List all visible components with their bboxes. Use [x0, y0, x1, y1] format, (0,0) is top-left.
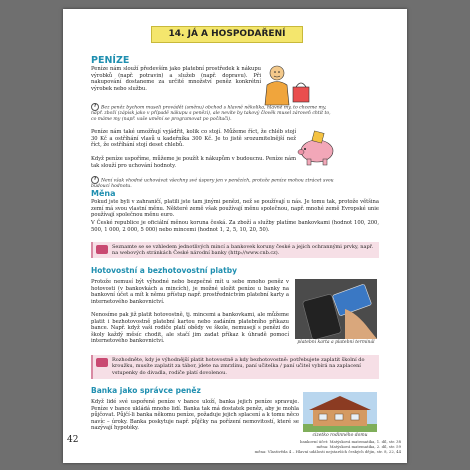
shopping-figure-illustration [259, 63, 315, 107]
paragraph-penize-1: Peníze nám slouží především jako platební prostředek k nákupu výrobků (např. potravin) a služeb (např. dopravu). Při nakupování dostaneme za určité množství peněz konkrétní výrobek nebo službu. [91, 66, 261, 92]
source-line-2: měna: Matýsková matematika, 2. díl, str. 59 [316, 444, 401, 449]
source-line-3: měna: Vlastivěda 4 – Hlavní události nejstarších českých dějin, str. 8, 22, 44 [254, 449, 401, 454]
source-line-1: bankovní účet: Matýsková matematika, 1. díl, str. 38 [300, 439, 401, 444]
paragraph-hotovostni-1: Protože nemusí být výhodné nebo bezpečné mít u sebe mnoho peněz v hotovosti (v bankovkách a mincích), je možné uložit peníze u banky na bankovní účet a mít k němu přístup např. prostřednictvím platební karty a internetového bankovnictví. [91, 279, 289, 305]
figure-caption-terminal: platební karta a platební terminál [297, 340, 375, 345]
note-penize-1 [91, 103, 331, 123]
page-number: 42 [67, 435, 79, 445]
question-icon: ? [91, 103, 99, 111]
paragraph-banka-1: Když lidé své uspořené peníze v bance uloží, banka jejich peníze spravuje. Peníze v bance ukládá mnoho lidí. Banka tak má dostatek peněz, aby je mohla půjčovat. Půjčí-li banka někomu peníze, požaduje jejich splacení a k tomu něco navíc – úroky. Banka poskytuje např. půjčky na pořízení nemovitostí, které se nazývají hypotéky. [91, 399, 299, 432]
section-heading-penize: PENÍZE [91, 55, 130, 66]
task-box-mena [91, 242, 379, 258]
section-heading-mena: Měna [91, 189, 116, 198]
note-penize-2 [91, 176, 336, 190]
figure-caption-house: cizetko rodinného domu [312, 433, 368, 438]
task-box-hotovostni [91, 355, 379, 379]
task-icon [96, 245, 108, 254]
paragraph-penize-3: Když peníze uspoříme, můžeme je použít k nákupům v budoucnu. Peníze nám tak slouží pro uchování hodnoty. [91, 156, 296, 169]
section-heading-banka: Banka jako správce peněz [91, 386, 201, 395]
chapter-title-banner [151, 26, 303, 43]
task-box-mena-text: Seznamte se se vzhledem jednotlivých mincí a bankovek koruny české a jejich ochrannými prvky, např. na webových stránkách České národní banky (http://www.cnb.cz). [112, 244, 374, 257]
paragraph-mena-1: Pokud jste byli v zahraničí, platili jste tam jinými penězi, než se používají u nás. Je tomu tak, protože většina zemí má svou vlastní měnu. Některé země však používají měnu společnou, např. mnohé země Evropské unie používají společnou měnu euro. [91, 199, 379, 219]
note-penize-1-text: Bez peněz bychom museli provádět (směnu) obchod s hlavně několika, hlavně my, to chceme my, např. zboží (zápisk jako v případě nákupu s penězi), ale nevíte by takový člověk musel zároveň chtít to, co máme my (např. vaše umění se programovat po počítači). [91, 105, 331, 123]
task-box-hotovostni-text: Rozhodněte, kdy je výhodnější platit hotovostně a kdy bezhotovostně: potřebujete zaplatit školní do kroužku, musíte zaplatit za tábor, jdete na zmrzlinu, paní učitelka / paní učitel vybírá na zaplacení vstupenky do divadla, rodiče platí dovolenou. [112, 357, 365, 376]
house-photo [303, 392, 377, 432]
question-icon: ? [91, 176, 99, 184]
piggy-bank-illustration [297, 127, 339, 169]
section-heading-hotovostni: Hotovostní a bezhotovostní platby [91, 266, 237, 275]
paragraph-hotovostni-2: Nenosíme pak již platit hotovostně, tj. mincemi a bankovkami, ale můžeme platit i bezhotovostně platební kartou nebo zadáním platebního příkazu bance. Např. když vaši rodiče platí obědy ve škole, nemusejí s penězi do školy každý měsíc chodit, ale stačí jim zadat příkaz k úhradě pomocí internetového bankovnictví. [91, 312, 289, 345]
payment-terminal-photo [295, 279, 377, 339]
paragraph-penize-2: Peníze nám také umožňují vyjádřit, kolik co stojí. Můžeme říct, že chléb stojí 30 Kč a ostříhání vlasů u kadeřníka 300 Kč. Je to jistě srozumitelnější než říct, že ostříhání stojí deset chlebů. [91, 129, 296, 149]
textbook-page [63, 9, 407, 463]
chapter-title: 14. JÁ A HOSPODAŘENÍ [168, 29, 286, 39]
task-icon [96, 358, 108, 367]
note-penize-2-text: Není však vhodné uchovávat všechny své úspory jen v penězích, protože peníze mohou ztrácet svou budoucí hodnotu. [91, 178, 334, 190]
paragraph-mena-2: V České republice je oficiální měnou koruna česká. Za zboží a služby platíme bankovkami (hodnot 100, 200, 500, 1 000, 2 000, 5 000) nebo mincemi (hodnot 1, 2, 5, 10, 20, 50). [91, 220, 379, 233]
